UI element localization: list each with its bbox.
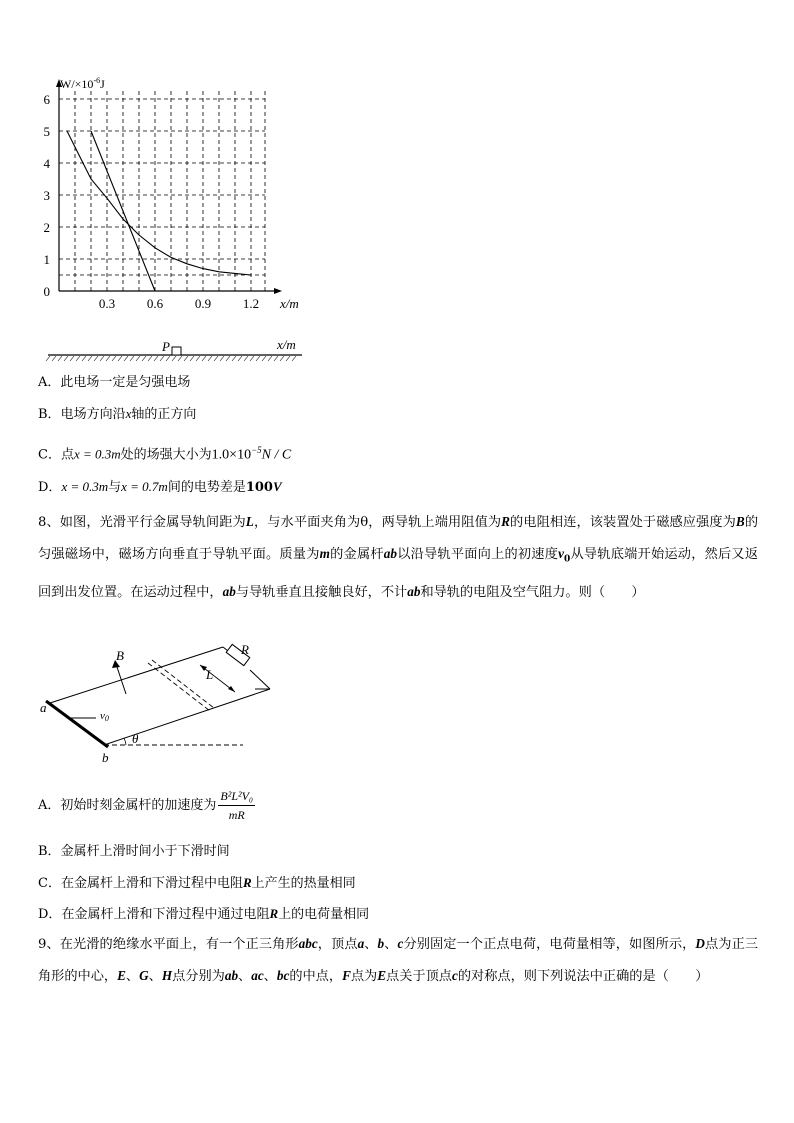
y-axis-label: $W/\times 10^{-6}J$	[60, 76, 105, 91]
point-p-box	[172, 347, 181, 355]
q7-option-b: B．电场方向沿x轴的正方向	[38, 406, 197, 422]
ytick-0: 0	[43, 284, 50, 299]
rail-bottom	[104, 689, 270, 745]
xtick-1.2: 1.2	[242, 296, 260, 311]
label-a: a	[40, 700, 47, 715]
xtick-0.3: 0.3	[98, 296, 116, 311]
rod-ab	[46, 701, 108, 747]
xtick-0.9: 0.9	[194, 296, 212, 311]
ytick-6: 6	[43, 92, 50, 107]
w-x-graph	[30, 75, 320, 315]
ytick-5: 5	[43, 124, 50, 139]
track-hatch	[46, 356, 296, 361]
q9-stem: 9、在光滑的绝缘水平面上，有一个正三角形abc，顶点a、b、c分别固定一个正点电荷，电荷量相等，如图所示，D点为正三角形的中心，E、G、H点分别为ab、ac、bc的中点，F点为E点关于顶点c的对称点，则下列说法中正确的是（ ）	[38, 936, 759, 984]
theta-arc	[124, 738, 126, 745]
dashed-rod-2	[148, 663, 210, 711]
label-r: R	[241, 642, 249, 657]
xtick-0.6: 0.6	[146, 296, 164, 311]
x-axis-label: x/m	[280, 296, 299, 311]
label-p: P	[162, 339, 170, 354]
ytick-2: 2	[43, 220, 50, 235]
label-b: b	[102, 750, 109, 765]
q7-option-c: C．点x = 0.3m处的场强大小为$1.0\times 10^{-5}N / C$	[38, 445, 292, 463]
q7-option-d: D．x = 0.3m与x = 0.7m间的电势差是100V	[38, 479, 282, 495]
q8-stem: 8、如图，光滑平行金属导轨间距为L，与水平面夹角为θ，两导轨上端用阻值为R的电阻相连，该装置处于磁感应强度为B的匀强磁场中，磁场方向垂直于导轨平面。质量为m的金属杆ab以沿导轨平面向上的初速度$v_0$从导轨底端开始运动，然后又返回到出发位置。在运动过程中，ab与导轨垂直且接触良好，不计ab和导轨的电阻及空气阻力。则（ ）	[38, 514, 759, 600]
q8-option-a: A．初始时刻金属杆的加速度为 $\frac{\text{B²L²V₀}}{mR}$	[38, 789, 254, 822]
x-axis-arrow	[274, 288, 282, 294]
grid	[59, 91, 265, 291]
q8-option-b: B．金属杆上滑时间小于下滑时间	[38, 844, 230, 859]
ytick-4: 4	[43, 156, 50, 171]
label-v0: v0	[100, 710, 109, 723]
label-b-field: B	[116, 648, 124, 663]
fraction: $\frac{\text{B²L²V₀}}{mR}$	[220, 789, 254, 822]
q8-rail-diagram	[38, 638, 278, 768]
label-l: L	[206, 667, 214, 682]
ytick-1: 1	[43, 252, 50, 267]
series-curve	[67, 131, 251, 275]
label-theta: θ	[132, 731, 139, 746]
q7-option-a: A．此电场一定是匀强电场	[38, 375, 191, 390]
q8-option-d: D．在金属杆上滑和下滑过程中通过电阻R上的电荷量相同	[38, 906, 370, 922]
label-x: x/m	[277, 337, 296, 352]
track-diagram	[40, 335, 310, 365]
q8-option-c: C．在金属杆上滑和下滑过程中电阻R上产生的热量相同	[38, 875, 356, 891]
ytick-3: 3	[43, 188, 50, 203]
